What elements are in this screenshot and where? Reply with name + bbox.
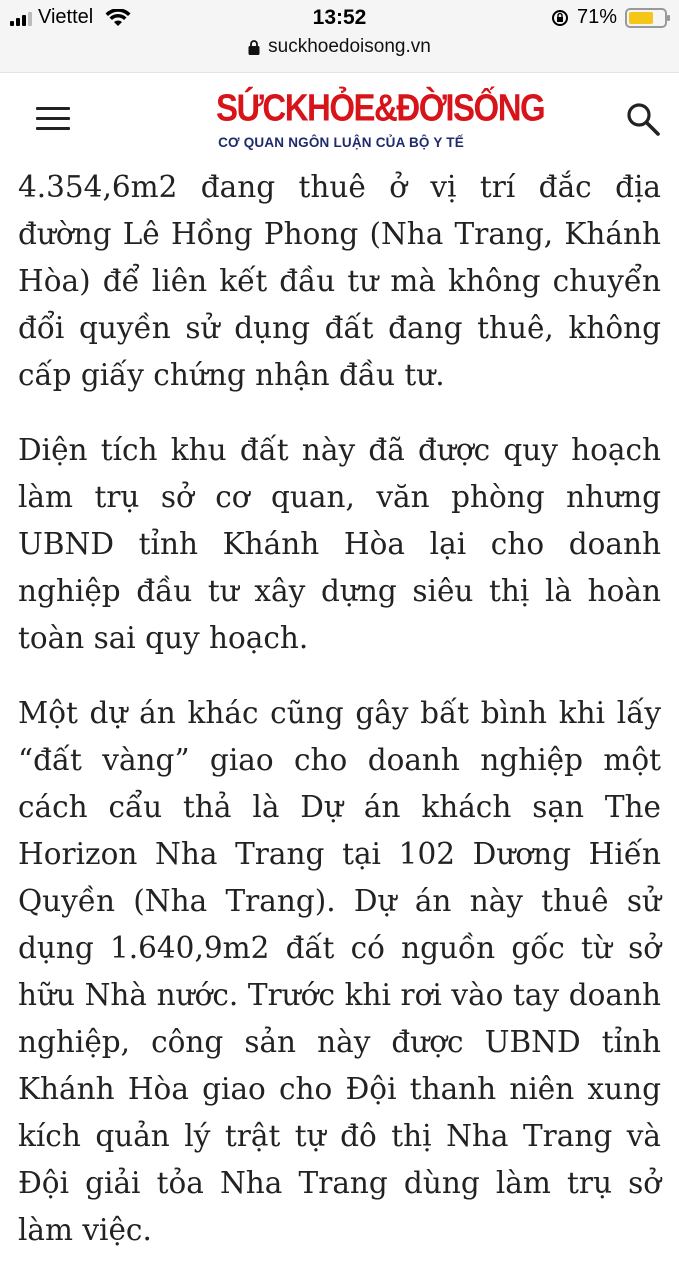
- article-body: [18, 162, 661, 1282]
- address-bar[interactable]: [0, 36, 679, 58]
- search-icon[interactable]: [625, 101, 661, 137]
- hamburger-menu-icon[interactable]: [36, 107, 70, 131]
- rotation-lock-icon: [551, 9, 569, 27]
- status-bar: [0, 0, 679, 72]
- url-text: suckhoedoisong.vn: [268, 36, 431, 57]
- battery-group: [551, 6, 667, 29]
- logo-tagline: CƠ QUAN NGÔN LUẬN CỦA BỘ Y TẾ: [218, 135, 464, 150]
- article-paragraph: Diện tích khu đất này đã được quy hoạch làm trụ sở cơ quan, văn phòng nhưng UBND tỉnh Khánh Hòa lại cho doanh nghiệp đầu tư xây dựng siêu thị là hoàn toàn sai quy hoạch.: [18, 433, 661, 655]
- site-logo[interactable]: [216, 86, 545, 150]
- site-header: [0, 72, 679, 163]
- lock-icon: [248, 40, 260, 55]
- article-paragraph: 4.354,6m2 đang thuê ở vị trí đắc địa đường Lê Hồng Phong (Nha Trang, Khánh Hòa) để liên kết đầu tư mà không chuyển đổi quyền sử dụng đất đang thuê, không cấp giấy chứng nhận đầu tư.: [18, 170, 661, 392]
- clock: 13:52: [312, 6, 367, 29]
- article-paragraph: Một dự án khác cũng gây bất bình khi lấy “đất vàng” giao cho doanh nghiệp một cách cẩu thả là Dự án khách sạn The Horizon Nha Trang tại 102 Dương Hiến Quyền (Nha Trang). Dự án này thuê sử dụng 1.640,9m2 đất có nguồn gốc từ sở hữu Nhà nước. Trước khi rơi vào tay doanh nghiệp, công sản này được UBND tỉnh Khánh Hòa giao cho Đội thanh niên xung kích quản lý trật tự đô thị Nha Trang và Đội giải tỏa Nha Trang dùng làm trụ sở làm việc.: [18, 696, 661, 1247]
- battery-percent: 71%: [576, 6, 617, 28]
- battery-icon: [625, 8, 667, 28]
- logo-wordmark: SỨCKHỎE&ĐỜISỐNG: [216, 86, 545, 129]
- carrier-name: Viettel: [38, 6, 94, 28]
